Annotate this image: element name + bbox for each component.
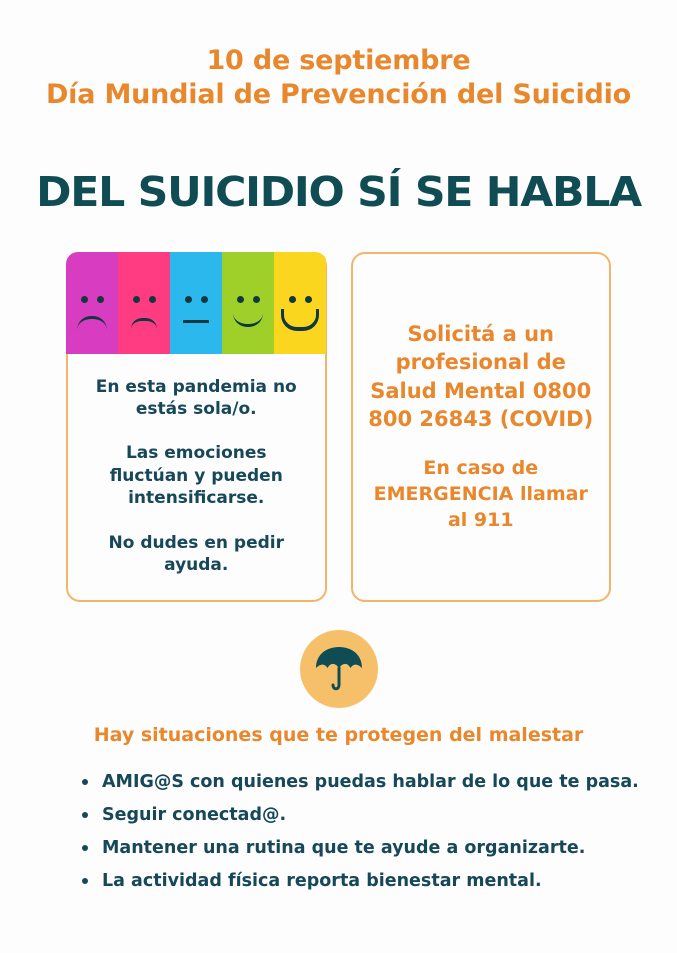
face-sad-icon <box>66 252 118 354</box>
emotion-faces-strip <box>66 252 327 354</box>
eye-icon <box>201 296 208 303</box>
eye-icon <box>253 296 260 303</box>
face-slightly-sad-icon <box>118 252 170 354</box>
list-item: Mantener una rutina que te ayude a organizarte. <box>82 832 653 865</box>
protective-factors-heading: Hay situaciones que te protegen del malestar <box>93 723 584 746</box>
protective-factors-list <box>24 766 653 899</box>
poster-header <box>24 0 653 112</box>
face-neutral-icon <box>170 252 222 354</box>
left-panel-paragraph-3: No dudes en pedir ayuda. <box>108 532 284 576</box>
helpline-text: Solicitá a un profesional de Salud Mental 0800 800 26843 (COVID) <box>368 321 594 432</box>
umbrella-badge-wrap <box>24 630 653 708</box>
eye-icon <box>237 296 244 303</box>
eye-icon <box>305 296 312 303</box>
eye-icon <box>149 296 156 303</box>
left-panel-paragraph-1: En esta pandemia no estás sola/o. <box>95 376 297 419</box>
header-subtitle: Día Mundial de Prevención del Suicidio <box>45 78 632 110</box>
face-happy-icon <box>222 252 274 354</box>
mouth-smile-icon <box>233 312 263 327</box>
list-item: La actividad física reporta bienestar mental. <box>82 865 653 898</box>
eye-icon <box>289 296 296 303</box>
header-date: 10 de septiembre <box>206 45 471 76</box>
left-panel-paragraph-2: Las emociones fluctúan y pueden intensificarse. <box>109 443 283 509</box>
mouth-flat-icon <box>183 320 209 323</box>
umbrella-badge <box>300 630 378 708</box>
right-panel-body <box>353 308 610 546</box>
face-very-happy-icon <box>274 252 326 354</box>
left-panel-body <box>68 354 325 595</box>
mouth-slight-frown-icon <box>131 318 157 329</box>
panels-row <box>24 252 653 602</box>
contact-panel-right <box>351 252 612 602</box>
mouth-big-smile-icon <box>281 309 319 331</box>
info-panel-left <box>66 252 327 602</box>
umbrella-icon <box>313 643 365 695</box>
eye-icon <box>97 296 104 303</box>
mouth-frown-icon <box>77 316 107 332</box>
page-title: DEL SUICIDIO SÍ SE HABLA <box>36 167 641 216</box>
emergency-text: En caso de EMERGENCIA llamar al 911 <box>373 456 588 531</box>
eye-icon <box>133 296 140 303</box>
eye-icon <box>185 296 192 303</box>
list-item: AMIG@S con quienes puedas hablar de lo que te pasa. <box>82 766 653 799</box>
eye-icon <box>81 296 88 303</box>
list-item: Seguir conectad@. <box>82 799 653 832</box>
